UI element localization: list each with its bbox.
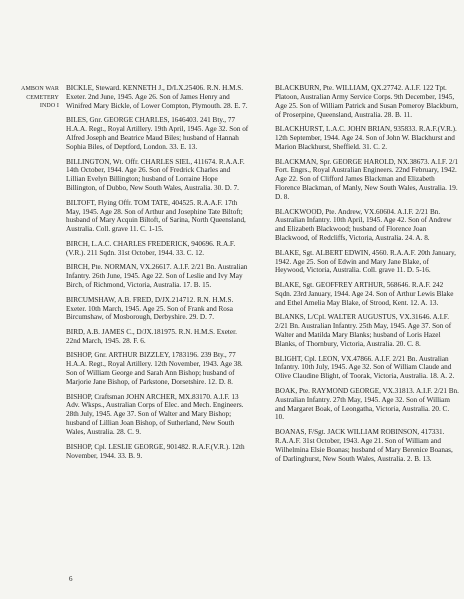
casualty-entry: BILLINGTON, Wt. Offr. CHARLES SIEL, 411674. R.A.A.F. 14th October, 1944. Age 26. Son of Fredrick Charles and Lillian Evelyn Billington; husband of Lorraine Hope Billington, of Dubbo, New South Wales, Australia. 30. D. 7. — [66, 157, 245, 193]
left-column — [66, 84, 250, 466]
casualty-entry: BISHOP, Craftsman JOHN ARCHER, MX.83170. A.I.F. 13 Adv. Wksps., Australian Corps of Elec. and Mech. Engineers. 28th July, 1945. Age 37. Son of Walter and Mary Bishop; husband of Lillian Joan Bishop, of Sutherland, New South Wales, Australia. 28. C. 9. — [66, 392, 244, 437]
casualty-entry: BOAK, Pte. RAYMOND GEORGE, VX.31813. A.I.F. 2/21 Bn. Australian Infantry. 27th May, 1945. Age 32. Son of William and Margaret Boak, of Leongatha, Victoria, Australia. 20. C. 10. — [275, 386, 459, 422]
casualty-entry: BLACKBURN, Pte. WILLIAM, QX.27742. A.I.F. 122 Tpt. Platoon, Australian Army Service Corps. 9th December, 1945, Age 25. Son of William Patrick and Susan Pomeroy Blackburn, of Proserpine, Queensland, Australia. 28. B. 11. — [275, 84, 459, 119]
sidebar-line: INDO I — [39, 103, 59, 110]
casualty-entry: BICKLE, Steward. KENNETH J., D/LX.25406. R.N. H.M.S. Exeter. 2nd June, 1945. Age 26. Son of James Henry and Winifred Mary Bickle, of Lower Compton, Plymouth. 28. E. 7. — [66, 84, 248, 110]
page-number: 6 — [69, 575, 73, 583]
sidebar-line: CEMETERY — [26, 94, 59, 101]
casualty-entry: BISHOP, Gnr. ARTHUR BIZZLEY, 1783196. 239 Bty., 77 H.A.A. Regt., Royal Artillery. 12th November, 1943. Age 38. Son of William George and Sarah Ann Bishop; husband of Marjorie Jane Bishop, of Parkstone, Dorsetshire. 12. D. 8. — [66, 351, 243, 386]
casualty-entry: BLAKE, Sgt. GEOFFREY ARTHUR, 568646. R.A.F. 242 Sqdn. 23rd January, 1944. Age 24. Son of Arthur Lewis Blake and Ethel Amelia May Blake, of Strood, Kent. 12. A. 13. — [275, 281, 454, 307]
casualty-entry: BLACKWOOD, Pte. Andrew, VX.60604. A.I.F. 2/21 Bn. Australian Infantry. 10th April, 1945. Age 42. Son of Andrew and Elizabeth Blackwood; husband of Florence Joan Blackwood, of Redcliffs, Victoria, Australia. 24. A. 8. — [275, 207, 452, 243]
right-column — [275, 84, 459, 469]
casualty-entry: BIRCH, L.A.C. CHARLES FREDERICK, 940696. R.A.F.(V.R.). 211 Sqdn. 31st October, 1944. 33. C. 12. — [66, 239, 236, 257]
casualty-entry: BLAKE, Sgt. ALBERT EDWIN, 4560. R.A.A.F. 20th January, 1942. Age 25. Son of Edwin and Mary Jane Blake, of Heywood, Victoria, Australia. Coll. grave 11. D. 5-16. — [275, 248, 456, 275]
casualty-entry: BLACKMAN, Spr. GEORGE HAROLD, NX.38673. A.I.F. 2/1 Fort. Engrs., Royal Australian Engineers. 22nd February, 1942. Age 22. Son of Clifford James Blackman and Elizabeth Florence Blackman, of Manly, New South Wales, Australia. 19. D. 8. — [275, 157, 459, 201]
casualty-entry: BIRD, A.B. JAMES C., D/JX.181975. R.N. H.M.S. Exeter. 22nd March, 1945. 28. F. 6. — [66, 327, 237, 345]
casualty-entry: BISHOP, Cpl. LESLIE GEORGE, 901482. R.A.F.(V.R.). 12th November, 1944. 33. B. 9. — [66, 442, 245, 460]
casualty-entry: BLIGHT, Cpl. LEON, VX.47866. A.I.F. 2/21 Bn. Australian Infantry. 10th July, 1945. Age 32. Son of William Claude and Olive Claudine Blight, of Toorak, Victoria, Australia. 18. A. 2. — [275, 354, 455, 381]
sidebar-line: AMBON WAR — [21, 86, 59, 92]
casualty-entry: BIRCH, Pte. NORMAN, VX.26617. A.I.F. 2/21 Bn. Australian Infantry. 26th June, 1945. Age 22. Son of Leslie and Ivy May Birch, of Richmond, Victoria, Australia. 17. B. 15. — [66, 263, 248, 290]
casualty-entry: BILES, Gnr. GEORGE CHARLES, 1646403. 241 Bty., 77 H.A.A. Regt., Royal Artillery. 19th April, 1945. Age 32. Son of Alfred Joseph and Beatrice Maud Biles; husband of Hannah Sophia Biles, of Deptford, London. 33. E. 13. — [66, 116, 249, 151]
casualty-entry: BLACKHURST, L.A.C. JOHN BRIAN, 935833. R.A.F.(V.R.). 12th September, 1944. Age 24. Son of John W. Blackhurst and Marion Blackhurst, Sheffield. 31. C. 2. — [275, 125, 457, 151]
cemetery-sidebar-label — [3, 85, 59, 111]
casualty-entry: BIRCUMSHAW, A.B. FRED, D/JX.214712. R.N. H.M.S. Exeter. 10th March, 1945. Age 25. Son of Frank and Rosa Bircumshaw, of Mosborough, Derbyshire. 29. D. 7. — [66, 295, 234, 322]
casualty-entry: BOANAS, F/Sgt. JACK WILLIAM ROBINSON, 417331. R.A.A.F. 31st October, 1943. Age 21. Son of William and Wilhelmina Elsie Boanas; husband of Mary Berenice Boanas, of Darlinghurst, New South Wales, Australia. 2. B. 13. — [275, 428, 453, 463]
casualty-entry: BLANKS, L/Cpl. WALTER AUGUSTUS, VX.31646. A.I.F. 2/21 Bn. Australian Infantry. 25th May, 1945. Age 37. Son of Walter and Matilda Mary Blanks; husband of Loris Hazel Blanks, of Thornbury, Victoria, Australia. 20. C. 8. — [275, 313, 452, 348]
casualty-entry: BILTOFT, Flying Offr. TOM TATE, 404525. R.A.A.F. 17th May, 1945. Age 28. Son of Arthur and Josephine Tate Biltoft; husband of Mary Acquin Biltoft, of Sarina, North Queensland, Australia. Coll. grave 11. C. 1-15. — [66, 198, 246, 234]
